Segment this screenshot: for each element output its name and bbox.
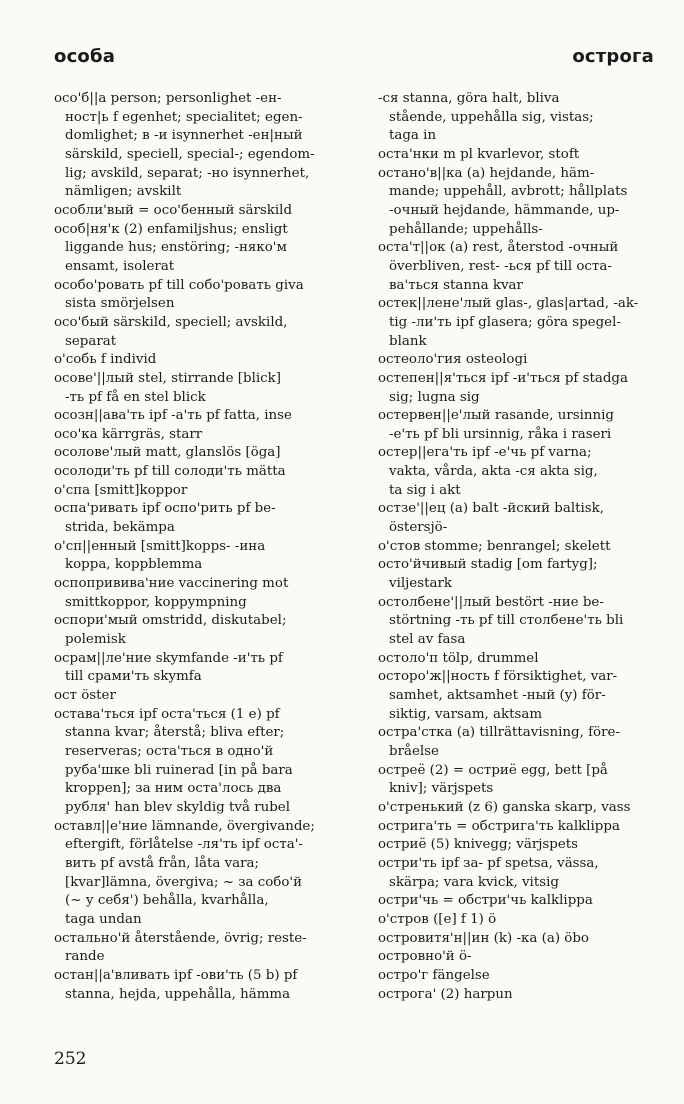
dictionary-entry: оста'нки m pl kvarlevor, stoft (378, 146, 580, 162)
dictionary-entry: особ|ня'к (2) enfamiljshus; ensligt liggande hus; enstöring; -няко'м ensamt, isolerat (54, 221, 288, 274)
dictionary-entry: остепен||я'ться ipf -и'ться pf stadga sig; lugna sig (378, 370, 628, 405)
dictionary-entry: осо'б||а person; personlighet -ен- ност|ь f egenhet; specialitet; egen- domlighet; в -и isynnerhet -ен|ный särskild, speciell, special-; egendom- lig; avskild, separat; -но isynnerhet, nämligen; avskilt (54, 91, 315, 200)
dictionary-entry: о'сп||енный [smitt]kopps- -ина koppa, koppblemma (54, 538, 266, 573)
dictionary-entry: остан||а'вливать ipf -ови'ть (5 b) pf stanna, hejda, uppehålla, hämma (54, 967, 298, 1002)
dictionary-entry: остоло'п tölp, drummel (378, 650, 539, 666)
dictionary-entry: остально'й återstående, övrig; reste- rande (54, 930, 307, 965)
dictionary-entry: остригa'ть = обстрига'ть kalklippa (378, 818, 620, 834)
dictionary-entry: остервен||е'лый rasande, ursinnig -е'ть pf bli ursinnig, råka i raseri (378, 408, 614, 442)
dictionary-entry: осове'||лый stel, stirrande [blick] -ть pf få en stel blick (54, 370, 282, 405)
dictionary-entry: оставл||е'ние lämnande, övergivande; eftergift, förlåtelse -ля'ть ipf оста'- вить pf avstå från, låta vara; [kvar]lämna, övergiva; ~ за собо'й (~ у себя') behålla, kvarhålla, taga undan (54, 818, 315, 927)
dictionary-entry: оспопрививa'ние vaccinering mot smittkoppor, koppympning (54, 576, 289, 610)
dictionary-entry: особли'вый = осо'бенный särskild (54, 202, 293, 218)
page-number: 252 (54, 1049, 87, 1069)
dictionary-entry: о'спа [smitt]koppor (54, 482, 188, 498)
dictionary-entry: о'стров ([e] f 1) ö (378, 911, 497, 927)
dictionary-entry: особо'ровать pf till собо'ровать giva sista smörjelsen (54, 277, 304, 312)
dictionary-entry: осо'ка kärrgräs, starr (54, 426, 203, 442)
dictionary-entry: о'стренький (z 6) ganska skarp, vass (378, 799, 631, 815)
dictionary-entry: остава'ться ipf оста'ться (1 e) pf stanna kvar; återstå; bliva efter; reserveras; оста'ться в одно'й руба'шке bli ruinerad [in på bara kroppen]; за ним оста'лось два рубля' han blev skyldig två rubel (54, 706, 293, 815)
dictionary-entry: остра'стка (a) tillrättavisning, före- bråelse (378, 725, 620, 759)
dictionary-entry: остреё (2) = остриё egg, bett [på kniv]; värjspets (378, 762, 608, 797)
dictionary-entry: остек||лене'лый glas-, glas|artad, -ak- tig -ли'ть ipf glasera; göra spegel- blank (378, 296, 639, 349)
dictionary-entry: осолове'лый matt, glanslös [öga] (54, 445, 281, 461)
dictionary-entry: острога' (2) harpun (378, 986, 513, 1002)
dictionary-entry: ост öster (54, 688, 116, 703)
dictionary-entry: осозн||ава'ть ipf -а'ть pf fatta, inse (54, 408, 292, 424)
dictionary-entry: оста'т||ок (a) rest, återstod -очный överbliven, rest- -ься pf till оста- ва'ться stanna kvar (378, 240, 619, 293)
dictionary-entry: осторо'ж||ность f försiktighet, var- samhet, aktsamhet -ный (y) för- siktig, varsam, aktsam (378, 669, 618, 722)
dictionary-entry: о'собь f individ (54, 352, 157, 368)
dictionary-entry: остзе'||ец (a) balt -йский baltisk, östersjö- (378, 501, 605, 536)
dictionary-entry: -ся stanna, göra halt, bliva stående, uppehålla sig, vistas; taga in (378, 91, 594, 144)
dictionary-entry: остри'ть ipf за- pf spetsa, vässa, skärpa; vara kvick, vitsig (378, 855, 599, 890)
running-head-left: особа (54, 46, 116, 67)
dictionary-entry: о'стов stomme; benrangel; skelett (378, 538, 611, 554)
dictionary-entry: остано'в||ка (a) hejdande, häm- mande; uppehåll, avbrott; hållplats -очный hejdande, hämmande, up- pehållande; uppehålls- (378, 165, 628, 237)
dictionary-entry: островно'й ö- (378, 949, 472, 965)
left-column (54, 90, 344, 1004)
right-column (378, 90, 656, 1004)
dictionary-entry: остер||ега'ть ipf -е'чь pf varna; vakta, vårda, akta -ся akta sig, ta sig i akt (378, 445, 598, 498)
dictionary-entry: оспа'ривать ipf оспо'рить pf be- strida, bekämpa (54, 501, 276, 536)
dictionary-entry: осолоди'ть pf till солоди'ть mätta (54, 464, 286, 480)
dictionary-entry: островитя'н||ин (k) -ка (a) öbo (378, 930, 589, 946)
dictionary-entry: оспори'мый omstridd, diskutabel; polemisk (54, 613, 287, 648)
dictionary-entry: остри'чь = обстри'чь kalklippa (378, 893, 593, 909)
dictionary-entry: осрам||ле'ние skymfande -и'ть pf till срами'ть skymfa (54, 650, 283, 685)
dictionary-entry: осто'йчивый stadig [om fartyg]; viljestark (378, 557, 598, 592)
dictionary-entry: осо'бый särskild, speciell; avskild, separat (54, 314, 288, 349)
dictionary-entry: остриё (5) knivegg; värjspets (378, 837, 579, 853)
dictionary-entry: остеоло'гия osteologi (378, 352, 528, 368)
dictionary-entry: остро'г fängelse (378, 967, 490, 983)
running-head-right: острога (572, 46, 654, 67)
dictionary-entry: остолбене'||лый bestört -ние be- störtning -ть pf till столбене'ть bli stel av fasa (378, 594, 624, 648)
